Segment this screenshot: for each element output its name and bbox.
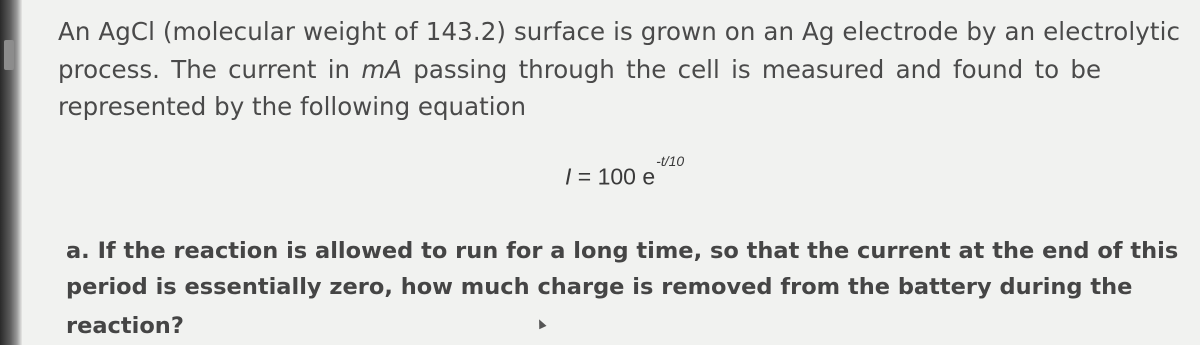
current-unit: mA — [361, 55, 403, 84]
intro-line-3: represented by the following equation — [58, 92, 527, 121]
question-line-1: a. If the reaction is allowed to run for a long time, so that the current at the end of this — [66, 238, 1179, 264]
intro-line-2-before: process. The current in — [58, 55, 362, 84]
question-line-3: reaction? — [66, 313, 184, 339]
question-line-2: period is essentially zero, how much charge is removed from the battery during the — [66, 274, 1133, 300]
intro-line-2 — [58, 55, 1101, 85]
current-equation — [565, 153, 685, 191]
intro-line-1: An AgCl (molecular weight of 143.2) surface is grown on an Ag electrode by an electrolytic — [58, 17, 1181, 46]
intro-line-2-after: passing through the cell is measured and found to be — [402, 55, 1102, 84]
equation-exponent: -t/10 — [656, 153, 685, 169]
equation-variable: I — [565, 163, 572, 190]
equation-rhs: = 100 e — [571, 163, 656, 190]
